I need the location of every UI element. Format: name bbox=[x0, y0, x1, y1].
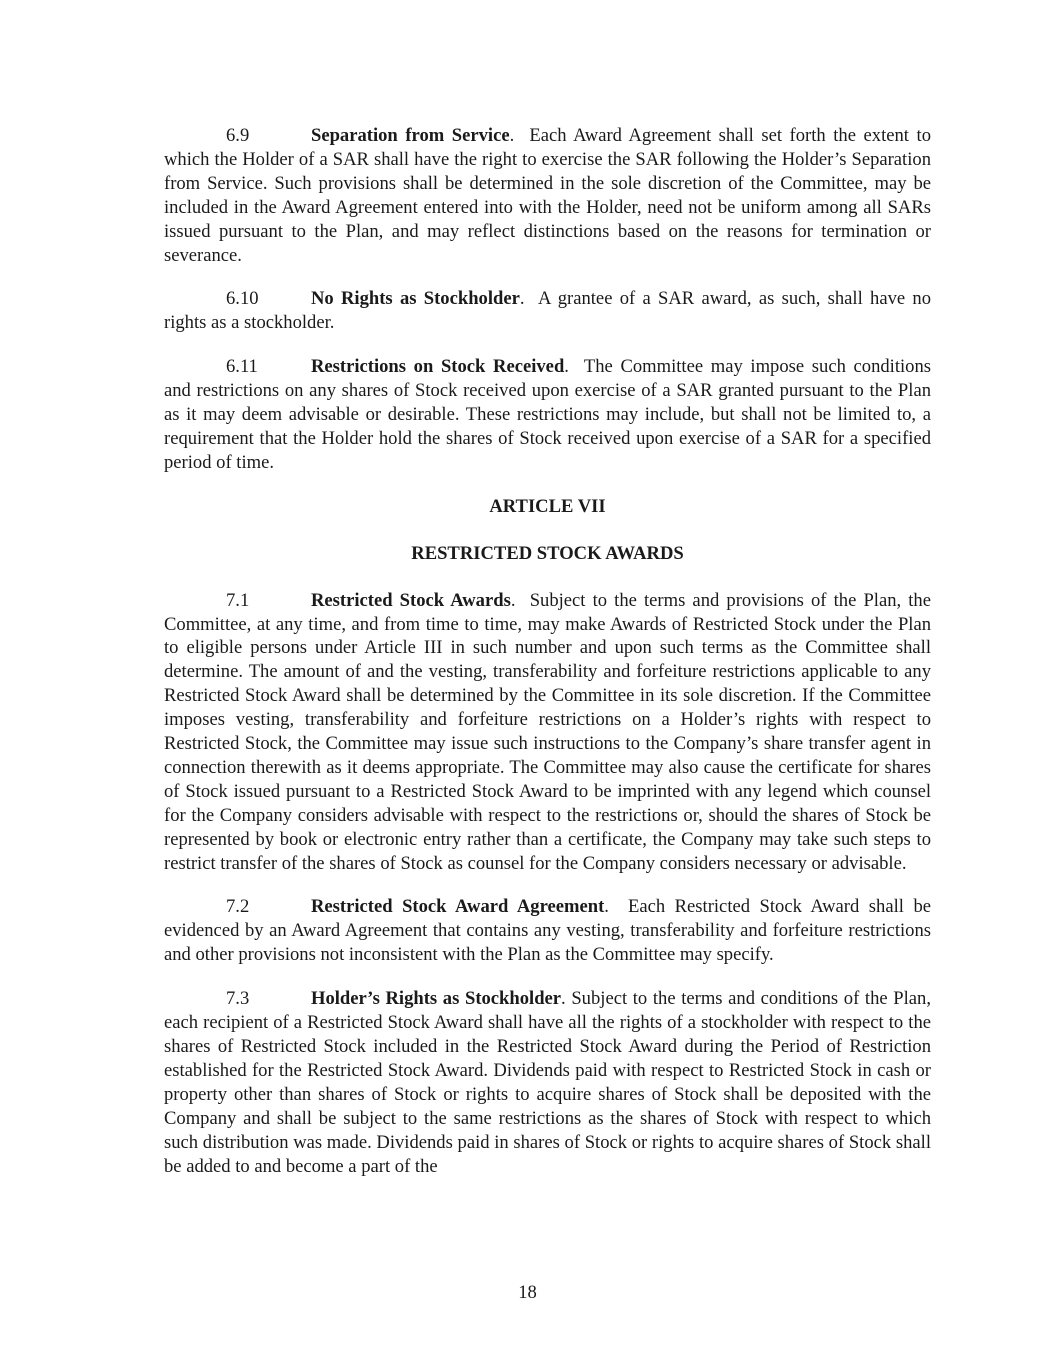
section-text: A grantee of a SAR award, as such, shall have no rights as a stockholder. bbox=[164, 288, 932, 334]
document-page bbox=[164, 124, 931, 1198]
section-text: Each Restricted Stock Award shall be evidenced by an Award Agreement that contains any vesting, transferability and forfeiture restrictions and other provisions not inconsistent with the Plan as the Committee may specify. bbox=[164, 896, 931, 966]
section-number: 7.1 bbox=[226, 589, 250, 611]
section-number: 7.3 bbox=[226, 988, 250, 1010]
article-number: ARTICLE VII bbox=[489, 495, 606, 517]
article-title: RESTRICTED STOCK AWARDS bbox=[411, 542, 684, 564]
section-heading: Restrictions on Stock Received bbox=[311, 356, 565, 378]
section-number: 6.9 bbox=[226, 125, 250, 146]
section-text: Subject to the terms and conditions of the Plan, each recipient of a Restricted Stock Award shall have all the rights of a stockholder with respect to the shares of Restricted Stock included in the Restricted Stock Award during the Period of Restriction established for the Restricted Stock Award. Dividends paid with respect to Restricted Stock in cash or property other than shares of Stock or rights to acquire shares of Stock shall be deposited with the Company and shall be subject to the same restrictions as the shares of Stock with respect to which such distribution was made. Dividends paid in shares of Stock or rights to acquire shares of Stock shall be added to and become a part of the bbox=[164, 988, 931, 1177]
section-heading: Holder’s Rights as Stockholder bbox=[311, 988, 562, 1010]
section-number: 6.11 bbox=[226, 356, 258, 378]
section-number: 6.10 bbox=[226, 288, 259, 310]
page-number: 18 bbox=[518, 1282, 537, 1303]
section-text: Each Award Agreement shall set forth the extent to which the Holder of a SAR shall have the right to exercise the SAR following the Holder’s Separation from Service. Such provisions shall be determined in the sole discretion of the Committee, may be included in the Award Agreement entered into with the Holder, need not be uniform among all SARs issued pursuant to the Plan, and may reflect distinctions based on the reasons for termination or severance. bbox=[164, 125, 931, 266]
section-6-9: 6.9 Separation from Service. Each Award Agreement shall set forth the extent to which the Holder of a SAR shall have the right to exercise the SAR following the Holder’s Separation from Service. Such provisions shall be determined in the sole discretion of the Committee, may be included in the Award Agreement entered into with the Holder, need not be uniform among all SARs issued pursuant to the Plan, and may reflect distinctions based on the reasons for termination or severance. bbox=[164, 125, 931, 266]
section-6-10: 6.10 No Rights as Stockholder. A grantee of a SAR award, as such, shall have no rights as a stockholder. bbox=[164, 288, 932, 334]
section-7-1: 7.1 Restricted Stock Awards. Subject to the terms and provisions of the Plan, the Committee, at any time, and from time to time, may make Awards of Restricted Stock under the Plan to eligible persons under Article III in such number and upon such terms as the Committee shall determine. The amount of and the vesting, transferability and forfeiture restrictions applicable to any Restricted Stock Award shall be determined by the Committee in its sole discretion. If the Committee imposes vesting, transferability and forfeiture restrictions on a Holder’s rights with respect to Restricted Stock, the Committee may issue such instructions to the Company’s share transfer agent in connection therewith as it deems appropriate. The Committee may also cause the certificate for shares of Stock issued pursuant to a Restricted Stock Award to be imprinted with any legend which counsel for the Company considers advisable with respect to the restrictions or, should the shares of Stock be represented by book or electronic entry rather than a certificate, the Company may take such steps to restrict transfer of the shares of Stock as counsel for the Company considers necessary or advisable. bbox=[164, 589, 931, 874]
section-heading: No Rights as Stockholder bbox=[311, 288, 520, 310]
section-7-2: 7.2 Restricted Stock Award Agreement. Each Restricted Stock Award shall be evidenced by an Award Agreement that contains any vesting, transferability and forfeiture restrictions and other provisions not inconsistent with the Plan as the Committee may specify. bbox=[164, 896, 931, 966]
section-heading: Separation from Service bbox=[311, 125, 510, 146]
section-6-11: 6.11 Restrictions on Stock Received. The Committee may impose such conditions and restrictions on any shares of Stock received upon exercise of a SAR granted pursuant to the Plan as it may deem advisable or desirable. These restrictions may include, but shall not be limited to, a requirement that the Holder hold the shares of Stock received upon exercise of a SAR for a specified period of time. bbox=[164, 356, 931, 473]
section-heading: Restricted Stock Award Agreement bbox=[311, 896, 605, 918]
section-heading: Restricted Stock Awards bbox=[311, 589, 511, 611]
section-text: The Committee may impose such conditions and restrictions on any shares of Stock received upon exercise of a SAR granted pursuant to the Plan as it may deem advisable or desirable. These restrictions may include, but shall not be limited to, a requirement that the Holder hold the shares of Stock received upon exercise of a SAR for a specified period of time. bbox=[164, 356, 931, 473]
section-text: Subject to the terms and provisions of the Plan, the Committee, at any time, and from time to time, may make Awards of Restricted Stock under the Plan to eligible persons under Article III in such number and upon such terms as the Committee shall determine. The amount of and the vesting, transferability and forfeiture restrictions applicable to any Restricted Stock Award shall be determined by the Committee in its sole discretion. If the Committee imposes vesting, transferability and forfeiture restrictions on a Holder’s rights with respect to Restricted Stock, the Committee may issue such instructions to the Company’s share transfer agent in connection therewith as it deems appropriate. The Committee may also cause the certificate for shares of Stock issued pursuant to a Restricted Stock Award to be imprinted with any legend which counsel for the Company considers advisable with respect to the restrictions or, should the shares of Stock be represented by book or electronic entry rather than a certificate, the Company may take such steps to restrict transfer of the shares of Stock as counsel for the Company considers necessary or advisable. bbox=[164, 589, 931, 874]
section-7-3: 7.3 Holder’s Rights as Stockholder. Subject to the terms and conditions of the Plan, each recipient of a Restricted Stock Award shall have all the rights of a stockholder with respect to the shares of Restricted Stock included in the Restricted Stock Award during the Period of Restriction established for the Restricted Stock Award. Dividends paid with respect to Restricted Stock in cash or property other than shares of Stock or rights to acquire shares of Stock shall be deposited with the Company and shall be subject to the same restrictions as the shares of Stock with respect to which such distribution was made. Dividends paid in shares of Stock or rights to acquire shares of Stock shall be added to and become a part of the bbox=[164, 988, 931, 1177]
section-number: 7.2 bbox=[226, 896, 250, 918]
